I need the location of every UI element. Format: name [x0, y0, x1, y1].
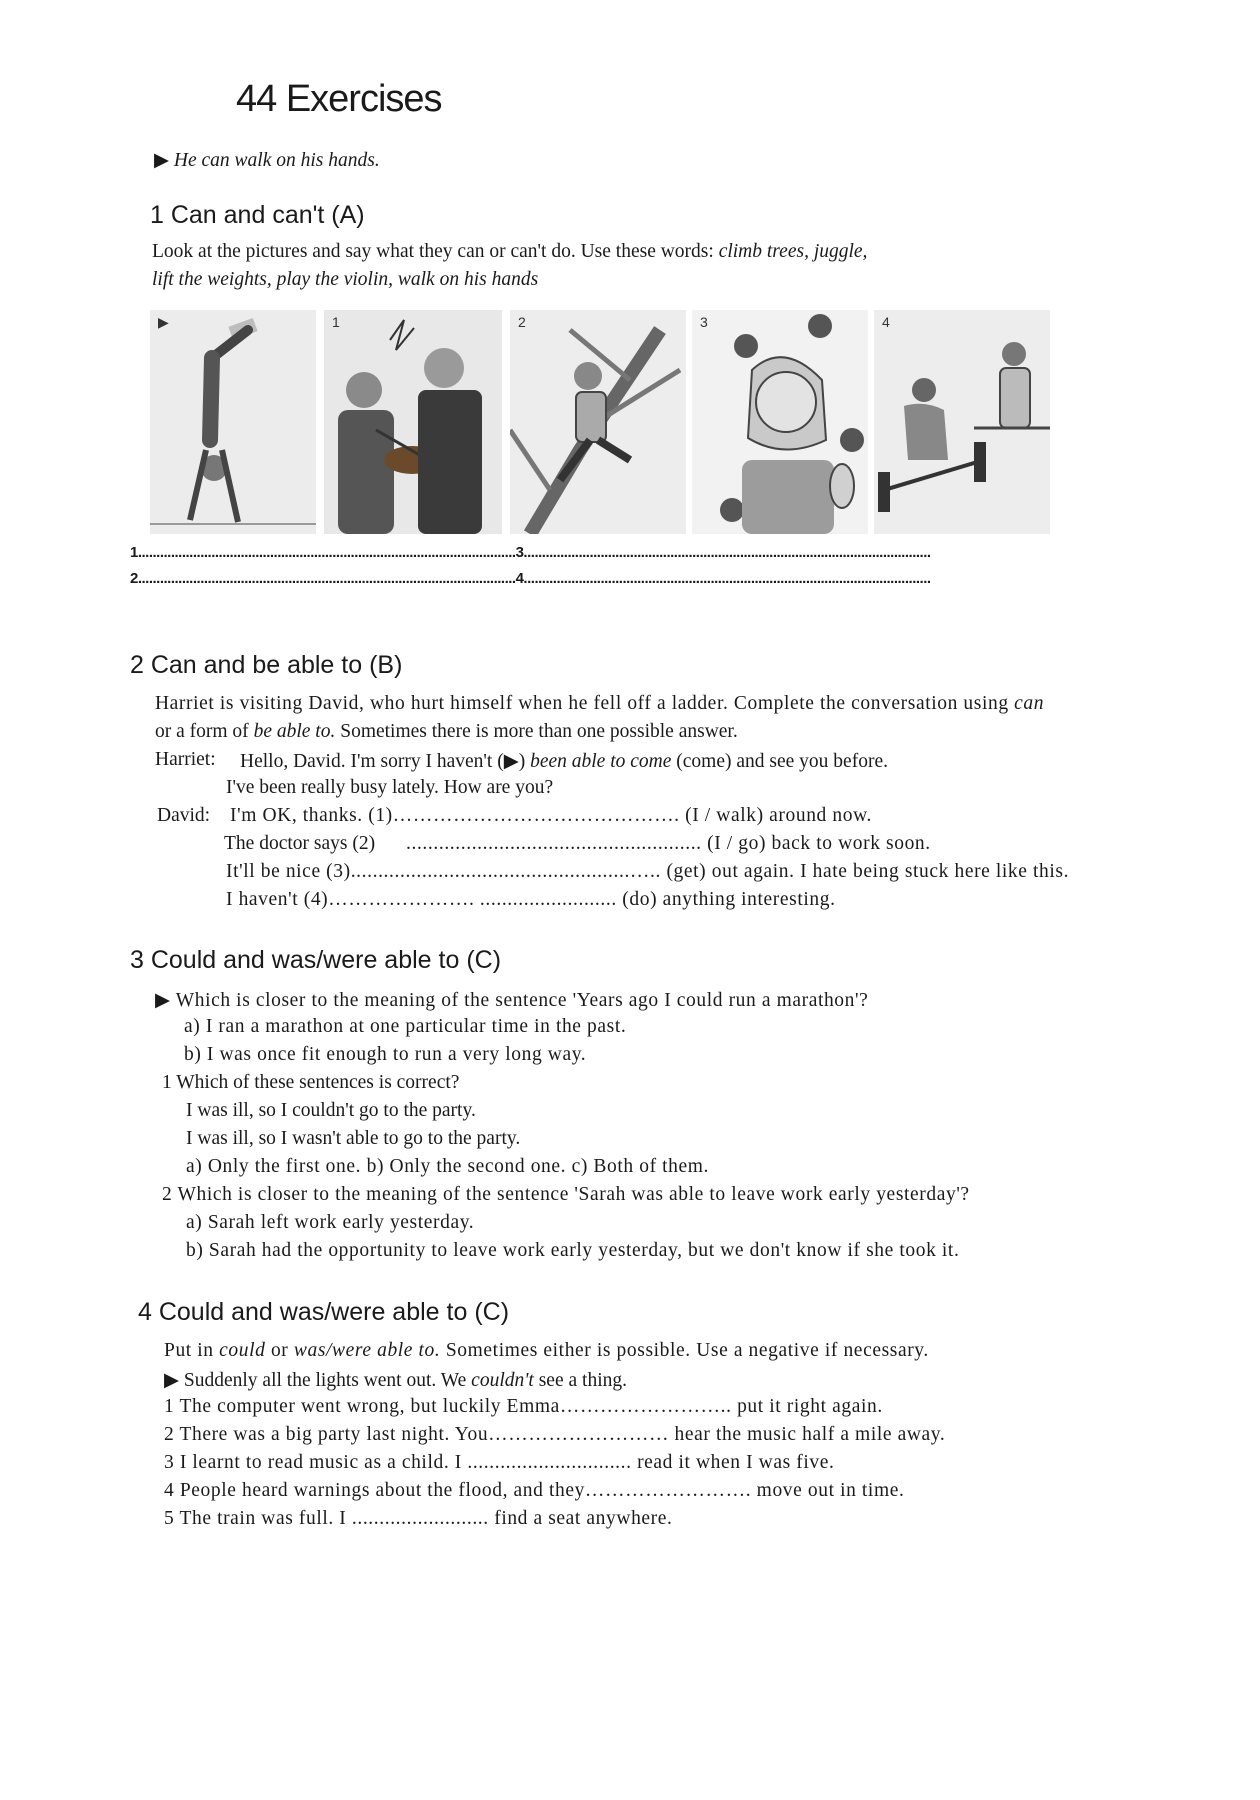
ex2-instruction-text: Sometimes there is more than one possible answer.	[335, 721, 738, 742]
tree-icon	[510, 310, 686, 534]
ex2-instruction-italic: be able to.	[253, 721, 336, 742]
ex1-instruction-text: Look at the pictures and say what they can or can't do. Use these words:	[152, 241, 719, 262]
david-line-2a: The doctor says (2)	[224, 833, 376, 854]
ex3-question-2: 2 Which is closer to the meaning of the sentence 'Sarah was able to leave work early yesterday'?	[162, 1184, 970, 1205]
panel-label: 3	[700, 314, 708, 330]
ex4-item-3[interactable]: 3 I learnt to read music as a child. I .............................. read it when I was five.	[164, 1452, 835, 1473]
ex3-q1-sentence-2: I was ill, so I wasn't able to go to the party.	[186, 1128, 521, 1149]
ex3-example-option-a[interactable]: a) I ran a marathon at one particular time in the past.	[184, 1016, 627, 1037]
ex1-instruction-line1	[152, 241, 867, 263]
ex1-instruction-words: climb trees, juggle,	[718, 241, 868, 262]
david-speaker: David:	[157, 805, 211, 826]
ex3-q1-options[interactable]: a) Only the first one. b) Only the second one. c) Both of them.	[186, 1156, 710, 1177]
ex4-heading: 4 Could and was/were able to (C)	[138, 1298, 510, 1326]
ex2-instruction-line2	[155, 721, 738, 743]
ex1-answer-line-1[interactable]: 1.......................................................................................................3...............................................................................................................	[130, 544, 931, 561]
panel-label: 1	[332, 314, 340, 330]
ex4-item-5[interactable]: 5 The train was full. I ......................... find a seat anywhere.	[164, 1508, 673, 1529]
ex2-instruction-italic: can	[1014, 693, 1045, 714]
ex3-heading: 3 Could and was/were able to (C)	[130, 946, 502, 974]
ex3-q2-option-b[interactable]: b) Sarah had the opportunity to leave work early yesterday, but we don't know if she took it.	[186, 1240, 960, 1261]
juggling-picture	[692, 310, 868, 534]
violin-picture	[324, 310, 502, 534]
david-line-3[interactable]: It'll be nice (3)...................................................….. (get) out again. I hate being stuck here like this.	[226, 861, 1070, 882]
ex3-q2-option-a[interactable]: a) Sarah left work early yesterday.	[186, 1212, 475, 1233]
panel-label: 2	[518, 314, 526, 330]
ex1-heading: 1 Can and can't (A)	[150, 201, 365, 229]
ex4-example-text: see a thing.	[533, 1370, 627, 1391]
ex3-question-1: 1 Which of these sentences is correct?	[162, 1072, 460, 1093]
ex1-answer-line-2[interactable]: 2.......................................................................................................4...............................................................................................................	[130, 570, 931, 587]
ex4-instruction-italic: was/were able to.	[293, 1340, 441, 1361]
david-line-2b[interactable]: ...................................................... (I / go) back to work soon.	[406, 833, 931, 854]
ex4-item-4[interactable]: 4 People heard warnings about the flood, and they……………………. move out in time.	[164, 1480, 905, 1501]
ex4-instruction-text: Put in	[164, 1340, 220, 1361]
dialogue-text: Hello, David. I'm sorry I haven't (▶)	[240, 751, 531, 772]
ex4-item-1[interactable]: 1 The computer went wrong, but luckily Emma…………………….. put it right again.	[164, 1396, 883, 1417]
dialogue-answer: been able to come	[530, 751, 672, 772]
ex4-example-text: ▶ Suddenly all the lights went out. We	[164, 1370, 472, 1391]
panel-label: ▶	[158, 314, 169, 330]
ex2-instruction-text: or a form of	[155, 721, 254, 742]
harriet-speaker: Harriet:	[155, 749, 216, 770]
weightlifting-picture	[874, 310, 1050, 534]
ex2-instruction-text: Harriet is visiting David, who hurt himself when he fell off a ladder. Complete the conversation using	[155, 693, 1015, 714]
ex1-instruction-line2: lift the weights, play the violin, walk on his hands	[152, 269, 539, 290]
tree-climbing-picture	[510, 310, 686, 534]
violin-icon	[324, 310, 502, 534]
harriet-line-1	[240, 749, 888, 773]
david-line-1[interactable]: I'm OK, thanks. (1)……………………………………. (I / walk) around now.	[230, 805, 872, 826]
dialogue-text: (come) and see you before.	[671, 751, 888, 772]
harriet-line-2: I've been really busy lately. How are you?	[226, 777, 554, 798]
juggling-icon	[692, 310, 868, 534]
handstand-picture	[150, 310, 316, 534]
david-line-4[interactable]: I haven't (4)…………………. ......................... (do) anything interesting.	[226, 889, 836, 910]
ex4-example-answer: couldn't	[471, 1370, 534, 1391]
panel-label: 4	[882, 314, 890, 330]
ex3-example-option-b[interactable]: b) I was once fit enough to run a very long way.	[184, 1044, 587, 1065]
page-title: 44 Exercises	[236, 78, 442, 120]
ex3-q1-sentence-1: I was ill, so I couldn't go to the party.	[186, 1100, 476, 1121]
weightlifting-icon	[874, 310, 1050, 534]
handstand-icon	[150, 310, 316, 534]
intro-example: ▶ He can walk on his hands.	[154, 150, 380, 171]
ex3-example-question: ▶ Which is closer to the meaning of the sentence 'Years ago I could run a marathon'?	[155, 990, 869, 1011]
ex4-instruction-italic: could	[219, 1340, 266, 1361]
ex4-example	[164, 1368, 627, 1392]
ex2-heading: 2 Can and be able to (B)	[130, 651, 403, 679]
ex4-instruction-text: Sometimes either is possible. Use a negative if necessary.	[440, 1340, 929, 1361]
ex4-item-2[interactable]: 2 There was a big party last night. You……………………… hear the music half a mile away.	[164, 1424, 946, 1445]
ex4-instruction	[164, 1340, 929, 1362]
ex4-instruction-text: or	[265, 1340, 294, 1361]
ex2-instruction-line1	[155, 693, 1044, 715]
